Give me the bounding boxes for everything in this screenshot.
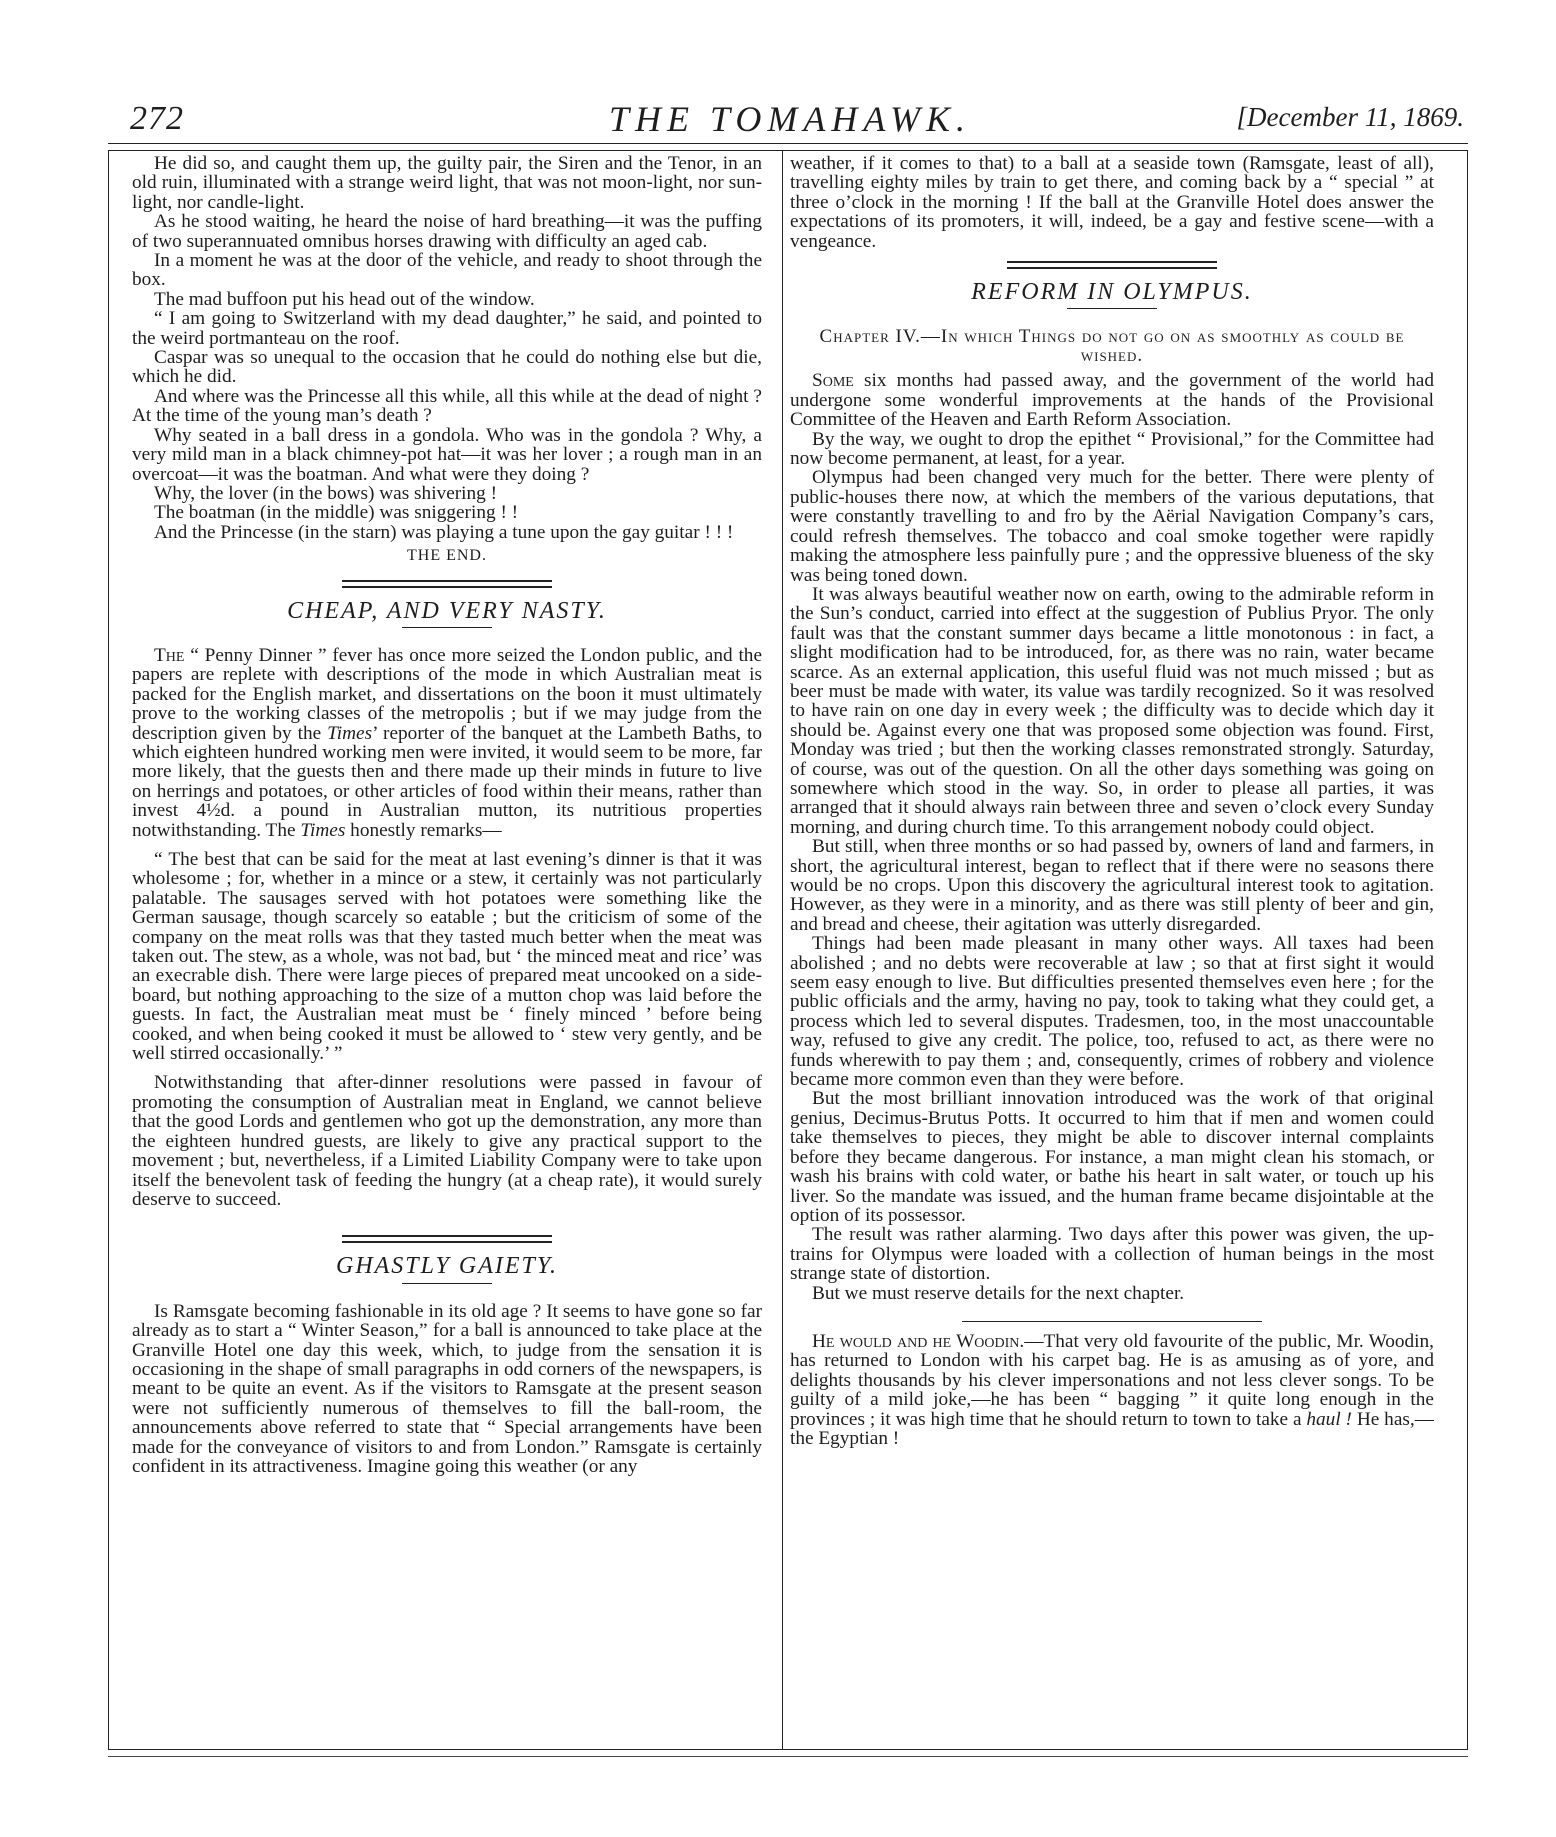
article-title-reform: REFORM IN OLYMPUS. [971,279,1253,306]
right-column [790,154,1434,1746]
article-paragraph [132,646,762,840]
article-paragraph: Notwithstanding that after-dinner resolutions were passed in favour of promoting the consumption of Australian meat in England, we cannot believe that the good Lords and gentlemen who got up the demonstration, any more than the eighteen hundred guests, are likely to give any practical support to the movement ; but, nevertheless, if a Limited Liability Company were to take upon itself the benevolent task of feeding the hungry (at a cheap rate), it would surely deserve to succeed. [132,1072,762,1210]
story-paragraph: He did so, and caught them up, the guilty pair, the Siren and the Tenor, in an old ruin, illuminated with a strange weird light, that was not moon-light, nor sun-light, nor candle-light. [132,154,762,213]
article-continuation: weather, if it comes to that) to a ball at a seaside town (Ramsgate, least of all), travelling eighty miles by train to get there, and coming back by a “ special ” at three o’clock in the morning ! If the ball at the Granville Hotel does answer the expectations of its promoters, it will, indeed, be a gay and festive scene—with a vengeance. [790,154,1434,252]
text-run: —That very old favourite of the public, Mr. Woodin, has returned to London with his carpet bag. He is as amusing as of yore, and delights thousands by his clever impersonations and not less clever songs. To be guilty of a mild joke,—he has been “ bagging ” it quite long enough in the provinces ; it was high time that he should return to town to take a [790,1330,1434,1430]
article-paragraph: But we must reserve details for the next chapter. [812,1282,1185,1304]
article-paragraph: Things had been made pleasant in many other ways. All taxes had been abolished ; and no debts were recoverable at law ; so that at first sight it would seem easy enough to live. But difficulties presented themselves even here ; for the public officials and the army, having no pay, took to taking what they could get, a process which led to several disputes. Tradesmen, too, in the most unaccountable way, refused to give any credit. The police, too, refused to act, as there were no funds wherewith to pay them ; and, consequently, crimes of robbery and violence became more common even than they were before. [790,933,1434,1091]
left-column [132,154,762,1746]
issue-date: [December 11, 1869. [1236,102,1464,132]
story-paragraph: “ I am going to Switzerland with my dead daughter,” he said, and pointed to the weird portmanteau on the roof. [132,308,762,349]
times-ref: Times [300,819,346,841]
story-paragraph: And the Princesse (in the starn) was playing a tune upon the gay guitar ! ! ! [154,521,734,543]
title-rule [402,1283,492,1284]
story-paragraph: In a moment he was at the door of the vehicle, and ready to shoot through the box. [132,250,762,291]
lead-word: Some [812,370,854,392]
masthead-title: THE TOMAHAWK. [608,99,971,139]
the-end-label: THE END. [407,547,487,565]
section-double-rule [342,580,552,588]
story-paragraph: And where was the Princesse all this while, all this while at the dead of night ? At the time of the young man’s death ? [132,385,762,427]
page-number: 272 [130,100,184,137]
article-woodin [790,1332,1434,1448]
footer-rule [108,1756,1468,1757]
article-title-cheap: CHEAP, AND VERY NASTY. [287,597,607,624]
article-paragraph: The result was rather alarming. Two days after this power was given, the up-trains for Olympus were loaded with a collection of human beings in the most strange state of distortion. [790,1224,1434,1285]
title-rule [1067,308,1157,309]
story-paragraph: Why, the lover (in the bows) was shivering ! [154,482,498,504]
text-run: honestly remarks— [345,819,502,841]
section-double-rule [1007,261,1217,269]
italic-word: haul ! [1306,1408,1352,1430]
article-paragraph: But still, when three months or so had passed by, owners of land and farmers, in short, the agricultural interest, began to reflect that if there were no seasons there would be no crops. Upon this discovery the agricultural interest took to agitation. However, as they were in a minority, and as there was still plenty of beer and gin, and bread and cheese, their agitation was utterly disregarded. [790,836,1434,935]
article-paragraph: Olympus had been changed very much for the better. There were plenty of public-houses there now, at which the members of the various deputations, that were constantly travelling to and fro by the Aërial Navigation Company’s cars, could refresh themselves. The tobacco and coal smoke together were rapidly making the atmosphere less painfully pure ; and the oppressive blueness of the sky was being toned down. [790,467,1434,586]
title-rule [402,627,492,628]
section-double-rule [342,1235,552,1243]
article-ghastly [132,1302,762,1477]
story-paragraph: The mad buffoon put his head out of the window. [154,288,535,310]
page-header [108,96,1472,142]
text-run: He has,—the Egyptian ! [790,1408,1434,1449]
article-cheap [132,646,762,1209]
times-ref: Times [327,722,373,744]
article-paragraph: It was always beautiful weather now on earth, owing to the admirable reform in the Sun’s conduct, carried into effect at the suggestion of Publius Pryor. The only fault was that the constant summer days became a little monotonous : in fact, a slight modification had to be introduced, for, as there was no rain, water became scarce. As an external application, this useful fluid was not much missed ; but as beer must be made with water, its value was tardily recognized. So it was resolved to have rain on one day in every week ; the difficulty was to decide which day it should be. Against every one that was proposed some objection was found. First, Monday was tried ; but then the working classes remonstrated strongly. Saturday, of course, was out of the question. On all the other days something was going on somewhere which stood in the way. So, in order to please all parties, it was arranged that it should always rain between three and seven o’clock every Sunday morning, and during church time. To this arrangement nobody could object. [790,583,1434,838]
article-paragraph: Is Ramsgate becoming fashionable in its old age ? It seems to have gone so far already as to start a “ Winter Season,” for a ball is announced to take place at the Granville Hotel one day this week, which, to judge from the sensation it is occasioning in the shape of small paragraphs in odd corners of the newspapers, is meant to be quite an event. As if the visitors to Ramsgate at the present season were not sufficiently numerous of themselves to fill the ball-room, the announcements above referred to state that “ Special arrangements have been made for the conveyance of visitors to and from London.” Ramsgate is certainly confident in its attractiveness. Imagine going this weather (or any [132,1300,762,1477]
lead-word: The [154,644,185,666]
text-run: “ Penny Dinner ” fever has once more seized the London public, and the papers are replete with descriptions of the mode in which Australian meat is packed for the English market, and dissertations on the boon it must ultimately prove to the working classes of the metropolis ; but if we may judge from the description given by the [132,644,762,744]
story-paragraph: Why seated in a ball dress in a gondola. Who was in the gondola ? Why, a very mild man in a black chimney-pot hat—it was her lover ; a rough man in an overcoat—it was the boatman. And what were they doing ? [132,424,762,485]
section-rule [962,1321,1262,1322]
column-divider [782,150,783,1750]
story-paragraph: Caspar was so unequal to the occasion that he could do nothing else but die, which he did. [132,347,762,388]
chapter-heading: Chapter IV.—In which Things do not go on as smoothly as could be wished. [819,326,1405,367]
story-conclusion [132,154,762,566]
story-paragraph: The boatman (in the middle) was sniggering ! ! [154,502,519,524]
lead-phrase: He would and he Woodin. [812,1330,1025,1352]
article-reform [790,371,1434,1303]
article-paragraph: By the way, we ought to drop the epithet “ Provisional,” for the Committee had now become permanent, at least, for a year. [790,428,1434,470]
quoted-passage: “ The best that can be said for the meat at last evening’s dinner is that it was wholesome ; for, whether in a mince or a stew, it certainly was not particularly palatable. The sausages served with hot potatoes were something like the German sausage, though scarcely so eatable ; but the criticism of some of the company on the meat rolls was that they tasted much better when the meat was taken out. The stew, as a whole, was not bad, but ‘ the minced meat and rice’ was an execrable dish. There were large pieces of prepared meat uncooked on a side-board, but nothing approaching to the size of a mutton chop was laid before the guests. In fact, the Australian meat must be ‘ finely minced ’ before being cooked, and when being cooked it must be allowed to ‘ stew very gently, and be well stirred occasionally.’ ” [132,849,762,1065]
story-paragraph: As he stood waiting, he heard the noise of hard breathing—it was the puffing of two superannuated omnibus horses drawing with difficulty an aged cab. [132,211,762,252]
text-run: ’ reporter of the banquet at the Lambeth Baths, to which eighteen hundred working men were invited, it would seem to be more, far more likely, that the guests then and there made up their minds in future to live on herrings and potatoes, or other articles of food within their means, rather than invest 4½d. a pound in Australian mutton, its nutritious properties notwithstanding. The [132,722,762,841]
article-paragraph [790,371,1434,429]
article-paragraph: But the most brilliant innovation introduced was the work of that original genius, Decimus-Brutus Potts. It occurred to him that if men and women could take themselves to pieces, they might be able to discover internal complaints before they became dangerous. For instance, a man might clean his stomach, or wash his brains with cold water, or bathe his heart in salt water, or touch up his liver. So the mandate was issued, and the human frame became disjointable at the option of its possessor. [790,1088,1434,1226]
text-run: six months had passed away, and the government of the world had undergone some wonderful improvements at the hands of the Provisional Committee of the Heaven and Earth Reform Association. [790,370,1434,431]
article-paragraph [790,1332,1434,1448]
article-title-ghastly: GHASTLY GAIETY. [335,1253,559,1280]
header-rule [108,143,1468,144]
